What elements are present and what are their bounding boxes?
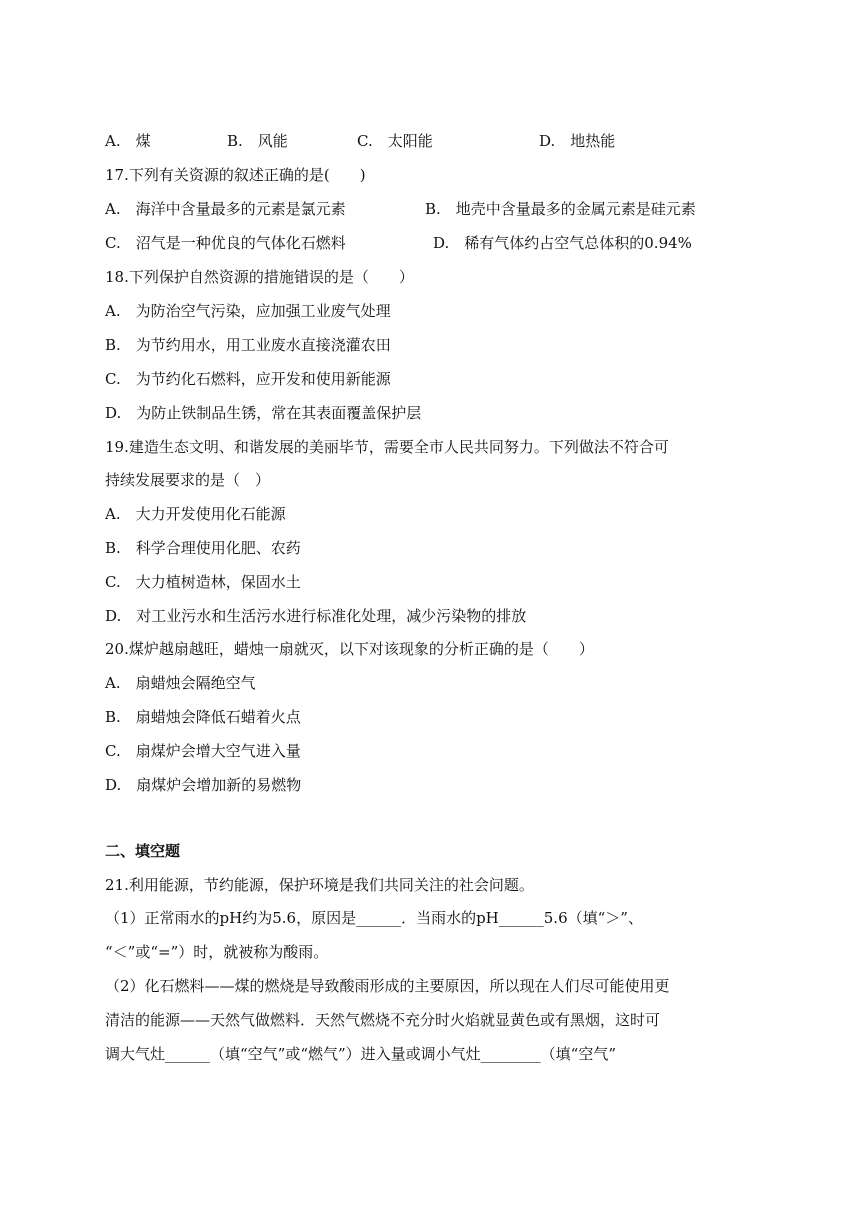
- q21-stem: 21.利用能源，节约能源，保护环境是我们共同关注的社会问题。: [105, 876, 534, 894]
- q17-option-c: C. 沼气是一种优良的气体化石燃料: [105, 234, 346, 252]
- q21-part2-line3: 调大气灶______（填“空气”或“燃气”）进入量或调小气灶________（填“空气”: [105, 1045, 617, 1063]
- q21-part1-line1: （1）正常雨水的pH约为5.6，原因是______．当雨水的pH______5.6（填“＞”、: [105, 909, 643, 927]
- q16-option-c: C. 太阳能: [357, 132, 433, 150]
- q17-options-row1: [0, 199, 860, 219]
- q20-stem: 20.煤炉越扇越旺，蜡烛一扇就灭，以下对该现象的分析正确的是（ ）: [105, 640, 594, 658]
- q16-option-a: A. 煤: [105, 132, 151, 150]
- section-title: 二、填空题: [105, 842, 181, 860]
- q18-stem: 18.下列保护自然资源的措施错误的是（ ）: [105, 268, 414, 286]
- q18-option-b: B. 为节约用水，用工业废水直接浇灌农田: [105, 336, 391, 354]
- q16-options: [0, 131, 860, 151]
- q19-option-c: C. 大力植树造林，保固水土: [105, 573, 301, 591]
- q18-option-d: D. 为防止铁制品生锈，常在其表面覆盖保护层: [105, 404, 422, 422]
- q20-option-a: A. 扇蜡烛会隔绝空气: [105, 674, 256, 692]
- q17-option-a: A. 海洋中含量最多的元素是氯元素: [105, 200, 346, 218]
- q20-option-d: D. 扇煤炉会增加新的易燃物: [105, 776, 302, 794]
- q16-option-d: D. 地热能: [539, 132, 616, 150]
- q21-part2-line2: 清洁的能源——天然气做燃料．天然气燃烧不充分时火焰就显黄色或有黑烟，这时可: [105, 1011, 661, 1029]
- q18-option-a: A. 为防治空气污染，应加强工业废气处理: [105, 302, 391, 320]
- q19-stem-line1: 19.建造生态文明、和谐发展的美丽毕节，需要全市人民共同努力。下列做法不符合可: [105, 438, 669, 456]
- q17-option-b: B. 地壳中含量最多的金属元素是硅元素: [425, 200, 696, 218]
- q17-option-d: D. 稀有气体约占空气总体积的0.94%: [433, 234, 692, 252]
- q19-option-b: B. 科学合理使用化肥、农药: [105, 539, 301, 557]
- q20-option-c: C. 扇煤炉会增大空气进入量: [105, 742, 301, 760]
- q20-option-b: B. 扇蜡烛会降低石蜡着火点: [105, 708, 301, 726]
- q19-stem-line2: 持续发展要求的是（ ）: [105, 471, 271, 489]
- q21-part1-line2: “＜”或“=”）时，就被称为酸雨。: [105, 943, 329, 961]
- q17-stem: 17.下列有关资源的叙述正确的是( ): [105, 166, 366, 184]
- q18-option-c: C. 为节约化石燃料，应开发和使用新能源: [105, 370, 391, 388]
- q19-option-a: A. 大力开发使用化石能源: [105, 505, 286, 523]
- q16-option-b: B. 风能: [227, 132, 288, 150]
- q19-option-d: D. 对工业污水和生活污水进行标准化处理，减少污染物的排放: [105, 607, 527, 625]
- q21-part2-line1: （2）化石燃料——煤的燃烧是导致酸雨形成的主要原因，所以现在人们尽可能使用更: [105, 977, 670, 995]
- q17-options-row2: [0, 233, 860, 253]
